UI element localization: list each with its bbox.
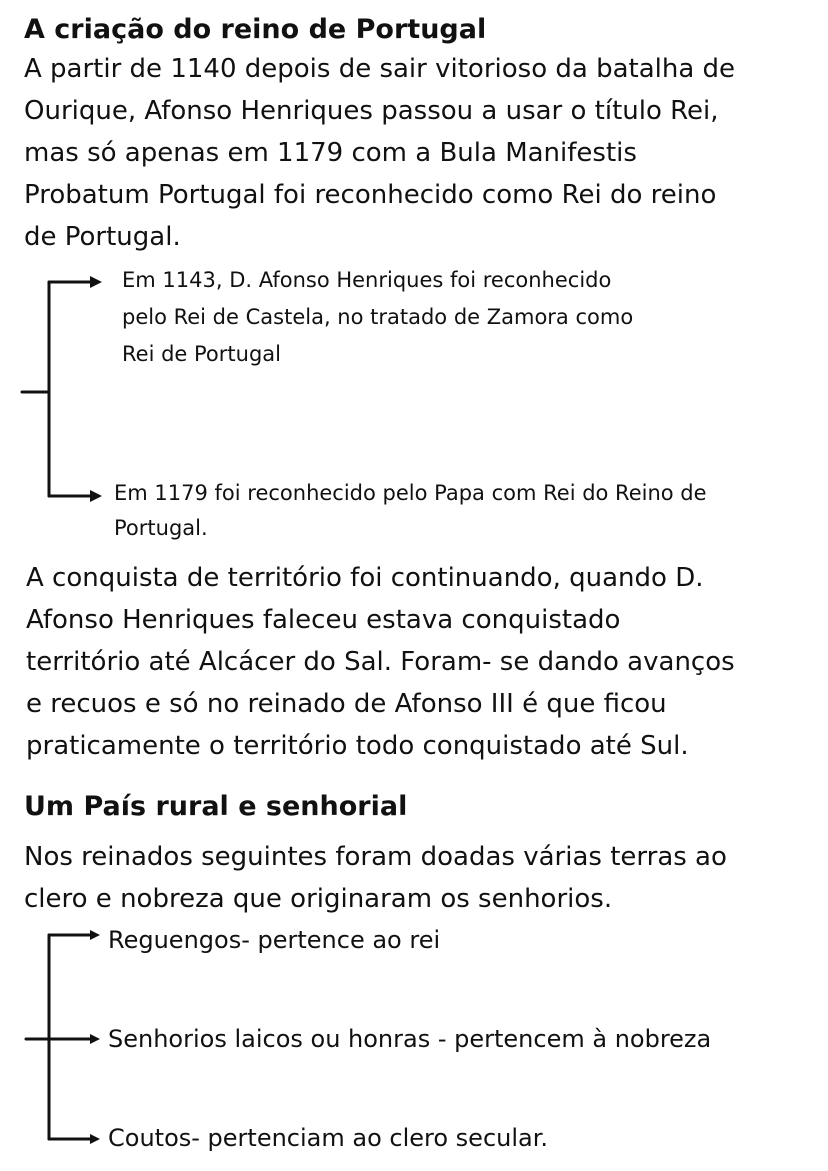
section-title-rural: Um País rural e senhorial [24,791,408,822]
item-coutos: Coutos- pertenciam ao clero secular. [108,1124,549,1152]
text-line: Portugal. [114,516,208,540]
item-reguengos: Reguengos- pertence ao rei [108,926,441,954]
text-line: Nos reinados seguintes foram doadas várias terras ao [24,842,727,872]
branch-papa [114,476,707,546]
senhorios-paragraph [24,836,727,920]
text-line: de Portugal. [24,222,181,252]
text-line: mas só apenas em 1179 com a Bula Manifestis [24,138,637,168]
text-line: clero e nobreza que originaram os senhorios. [24,884,613,914]
text-line: Em 1143, D. Afonso Henriques foi reconhecido [122,268,612,292]
text-line: e recuos e só no reinado de Afonso III é que ficou [26,689,667,719]
section-title-creation: A criação do reino de Portugal [24,14,487,45]
item-senhorios-laicos: Senhorios laicos ou honras - pertencem à nobreza [108,1025,712,1053]
text-line: pelo Rei de Castela, no tratado de Zamora como [122,305,634,329]
bracket-arrows-recognition [0,268,110,508]
branch-zamora [122,262,633,373]
bracket-arrows-land-types [0,924,110,1154]
text-line: Rei de Portugal [122,342,281,366]
text-line: Em 1179 foi reconhecido pelo Papa com Rei do Reino de [114,481,707,505]
text-line: A partir de 1140 depois de sair vitorioso da batalha de [24,54,736,84]
text-line: praticamente o território todo conquistado até Sul. [26,731,689,761]
intro-paragraph [24,48,735,258]
text-line: Probatum Portugal foi reconhecido como Rei do reino [24,180,717,210]
conquest-paragraph [26,557,735,767]
text-line: A conquista de território foi continuando, quando D. [26,563,704,593]
text-line: Afonso Henriques faleceu estava conquistado [26,605,621,635]
text-line: Ourique, Afonso Henriques passou a usar o título Rei, [24,96,719,126]
text-line: território até Alcácer do Sal. Foram- se dando avanços [26,647,735,677]
